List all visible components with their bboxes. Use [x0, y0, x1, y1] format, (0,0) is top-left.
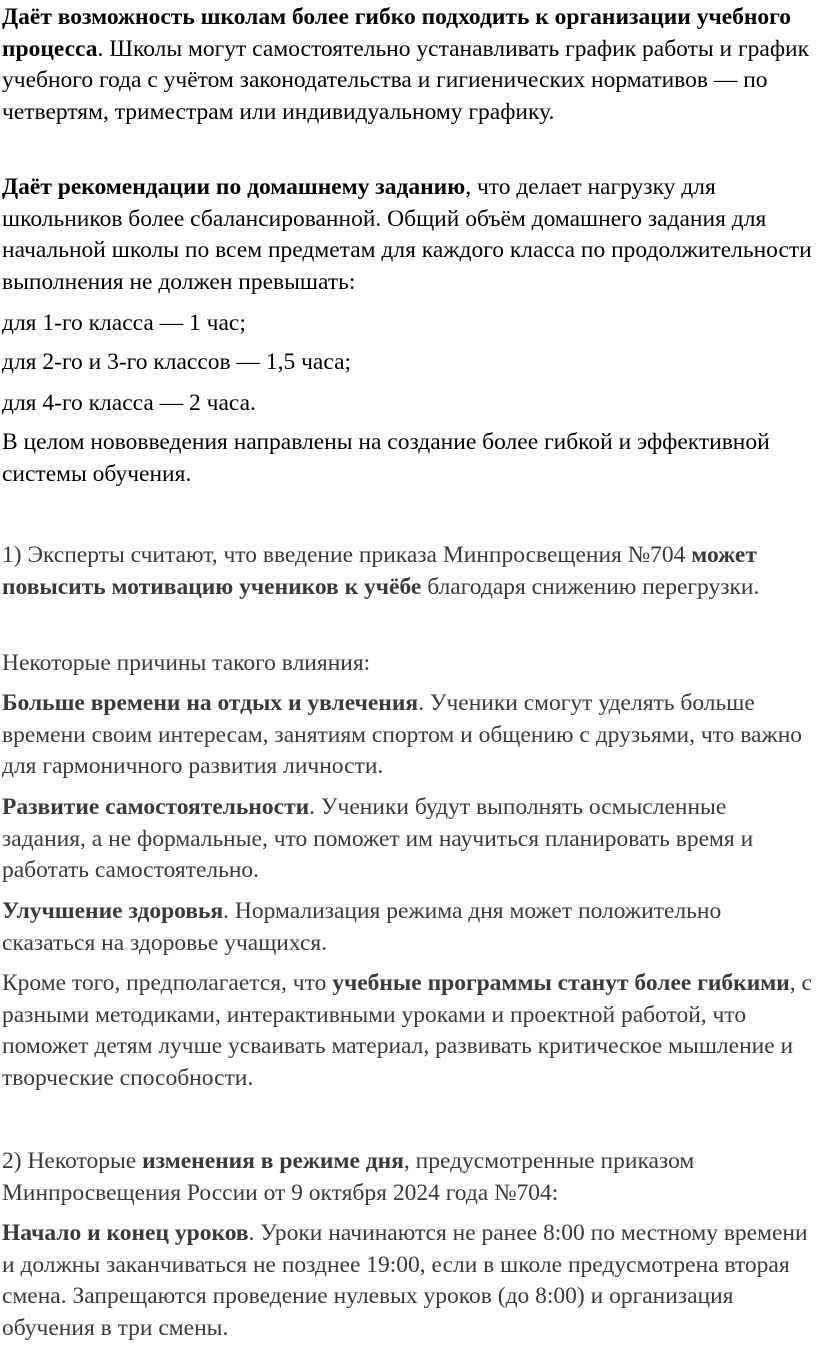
health-bold: Улучшение здоровья [2, 898, 224, 924]
paragraph-section-1-intro [2, 540, 814, 603]
section-2-intro-before: 2) Некоторые [2, 1148, 143, 1174]
homework-limit-grade-2-3: для 2-го и 3-го классов — 1,5 часа; [2, 349, 352, 375]
flexibility-text: . Школы могут самостоятельно устанавливать график работы и график учебного года с учётом законодательства и гигиенических нормативов — по четвертям, триместрам или индивидуальному графику. [2, 35, 810, 125]
paragraph-reasons-heading: Некоторые причины такого влияния: [2, 650, 371, 676]
paragraph-section-2-intro [2, 1146, 814, 1209]
paragraph-conclusion: В целом нововведения направлены на создание более гибкой и эффективной системы обучения. [2, 429, 770, 487]
rest-time-bold: Больше времени на отдых и увлечения [2, 690, 419, 716]
lessons-text: . Уроки начинаются не ранее 8:00 по местному времени и должны заканчиваться не позднее 19:00, если в школе предусмотрена вторая смена. Запрещаются проведение нулевых уроков (до 8:00) и организация обучения в три смены. [2, 1220, 808, 1341]
independence-text: . Ученики будут выполнять осмысленные задания, а не формальные, что поможет им научиться планировать время и работать самостоятельно. [2, 794, 754, 883]
section-1-intro-bold: может повысить мотивацию учеников к учёбе [2, 542, 757, 600]
homework-limit-grade-4: для 4-го класса — 2 часа. [2, 390, 256, 416]
paragraph-homework [2, 172, 814, 298]
rest-time-text: . Ученики смогут уделять больше времени своим интересам, занятиям спортом и общению с друзьями, что важно для гармоничного развития личности. [2, 690, 803, 779]
homework-bold: Даёт рекомендации по домашнему заданию [2, 174, 466, 200]
homework-limit-grade-1: для 1-го класса — 1 час; [2, 310, 246, 336]
independence-bold: Развитие самостоятельности [2, 794, 310, 820]
section-1-intro-after: благодаря снижению перегрузки. [421, 573, 760, 600]
paragraph-rest-time [2, 688, 814, 783]
flexibility-bold: Даёт возможность школам более гибко подходить к организации учебного процесса [2, 4, 792, 62]
section-1-intro-before: 1) Эксперты считают, что введение приказа Минпросвещения №704 [2, 542, 692, 568]
health-text: . Нормализация режима дня может положительно сказаться на здоровье учащихся. [2, 898, 722, 956]
section-2-intro-after: , предусмотренные приказом Минпросвещения России от 9 октября 2024 года №704: [2, 1148, 695, 1206]
lessons-bold: Начало и конец уроков [2, 1220, 249, 1246]
programs-bold: учебные программы станут более гибкими [332, 970, 790, 996]
paragraph-independence [2, 792, 814, 887]
programs-before: Кроме того, предполагается, что [2, 970, 333, 996]
paragraph-flexibility [2, 2, 814, 128]
paragraph-programs [2, 968, 814, 1094]
programs-after: , с разными методиками, интерактивными уроками и проектной работой, что поможет детям лучше усваивать материал, развивать критическое мышление и творческие способности. [2, 970, 812, 1091]
section-2-intro-bold: изменения в режиме дня [142, 1148, 404, 1174]
paragraph-health [2, 896, 814, 959]
homework-text: , что делает нагрузку для школьников более сбалансированной. Общий объём домашнего задания для начальной школы по всем предметам для каждого класса по продолжительности выполнения не должен превышать: [2, 174, 812, 295]
paragraph-lessons [2, 1218, 814, 1344]
